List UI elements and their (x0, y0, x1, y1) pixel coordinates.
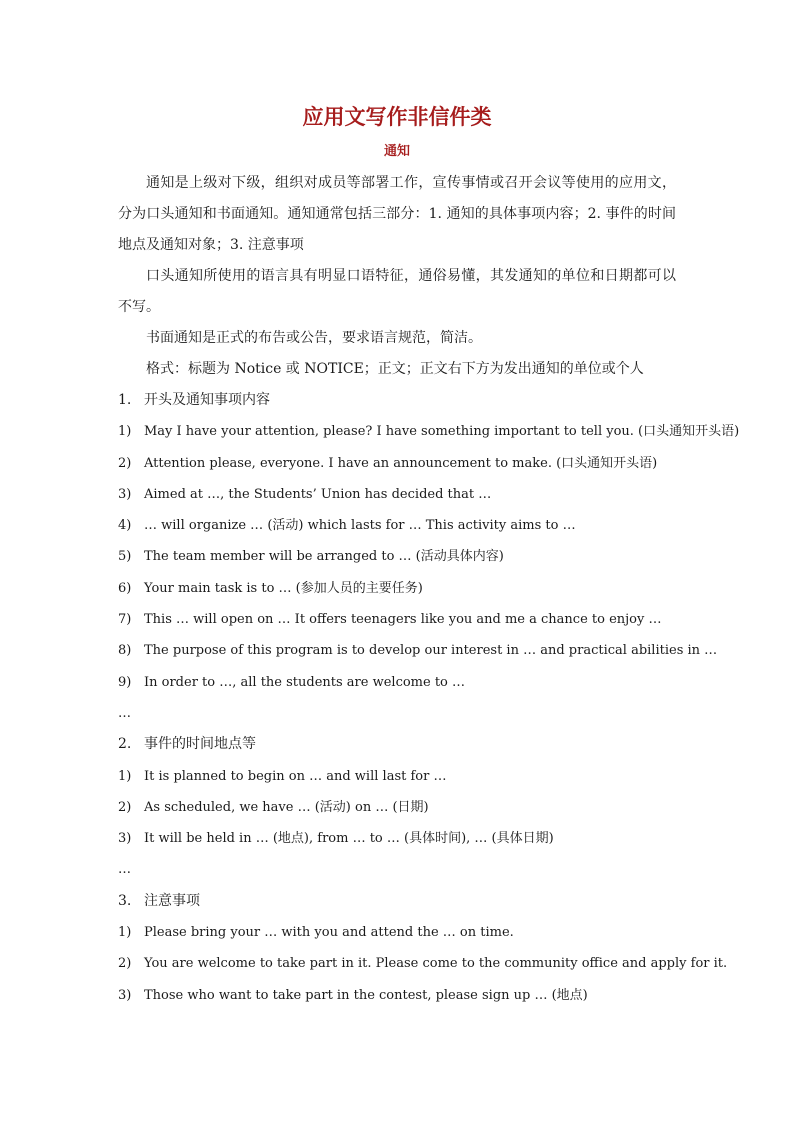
item-number: 3) (118, 987, 132, 1003)
section-number: 2. (118, 736, 132, 753)
section-title: 事件的时间地点等 (144, 736, 256, 753)
item-number: 2) (118, 455, 132, 471)
item-text: You are welcome to take part in it. Please come to the community office and apply for it. (144, 956, 728, 972)
section-3 (118, 886, 728, 1011)
item-number: 3) (118, 831, 132, 847)
item-text: … will organize … (活动) which lasts for … This activity aims to … (144, 518, 576, 534)
section-2 (118, 729, 676, 885)
item-number: 3) (118, 486, 132, 502)
item-number: 2) (118, 799, 132, 815)
item-text: Your main task is to … (参加人员的主要任务) (144, 580, 423, 596)
list-item (118, 948, 728, 979)
list-item (118, 448, 676, 479)
list-item (118, 541, 676, 572)
section-heading (118, 385, 676, 416)
section-title: 开头及通知事项内容 (144, 392, 270, 408)
list-item (118, 573, 676, 604)
item-text: It will be held in … (地点), from … to … (具体时间), … (具体日期) (144, 831, 554, 847)
list-item (118, 635, 718, 666)
intro-section (118, 168, 676, 385)
item-number: 8) (118, 643, 132, 659)
section-heading (118, 729, 676, 760)
list-item (118, 667, 676, 698)
item-number: 2) (118, 956, 132, 972)
item-text: The purpose of this program is to develop our interest in … and practical abilities in … (144, 643, 718, 659)
item-text: May I have your attention, please? I have something important to tell you. (口头通知开头语) (144, 424, 740, 440)
item-number: 1) (118, 768, 132, 784)
format-paragraph: 格式：标题为 Notice 或 NOTICE；正文；正文右下方为发出通知的单位或个人 (146, 361, 644, 377)
item-text: Aimed at …, the Students’ Union has decided that … (144, 486, 492, 502)
section-1 (118, 385, 740, 729)
item-text: This … will open on … It offers teenagers like you and me a chance to enjoy … (144, 612, 662, 628)
document-page (118, 100, 740, 1011)
item-number: 5) (118, 549, 132, 565)
document-subtitle: 通知 (383, 144, 410, 159)
section-title: 注意事项 (144, 892, 200, 909)
item-number: 4) (118, 518, 132, 534)
item-text: It is planned to begin on … and will last for … (144, 768, 447, 784)
section-ellipsis: … (118, 862, 131, 878)
intro-paragraph: 通知是上级对下级，组织对成员等部署工作，宣传事情或召开会议等使用的应用文，分为口头通知和书面通知。通知通常包括三部分：1. 通知的具体事项内容；2. 事件的时间地点及通知对象；3. 注意事项 (118, 175, 676, 253)
section-heading (118, 886, 676, 917)
item-text: In order to …, all the students are welcome to … (144, 674, 466, 690)
oral-notice-paragraph: 口头通知所使用的语言具有明显口语特征，通俗易懂，其发通知的单位和日期都可以不写。 (118, 268, 676, 315)
section-number: 1. (118, 392, 132, 408)
document-title: 应用文写作非信件类 (302, 104, 492, 129)
section-ellipsis: … (118, 705, 131, 721)
list-item (118, 479, 676, 510)
list-item (118, 917, 676, 948)
list-item (118, 604, 676, 635)
written-notice-paragraph: 书面通知是正式的布告或公告，要求语言规范，简洁。 (146, 330, 482, 346)
list-item (118, 761, 676, 792)
item-number: 9) (118, 674, 132, 690)
item-number: 6) (118, 580, 132, 596)
item-text: Those who want to take part in the contest, please sign up … (地点) (144, 987, 588, 1003)
item-text: Please bring your … with you and attend the … on time. (144, 925, 514, 941)
list-item (118, 823, 676, 854)
list-item (118, 980, 676, 1011)
item-number: 7) (118, 612, 132, 628)
item-text: The team member will be arranged to … (活动具体内容) (144, 549, 504, 565)
list-item (118, 510, 676, 541)
list-item (118, 416, 740, 447)
list-item (118, 792, 676, 823)
item-text: Attention please, everyone. I have an announcement to make. (口头通知开头语) (144, 455, 658, 471)
item-number: 1) (118, 424, 132, 440)
item-number: 1) (118, 925, 132, 941)
section-number: 3. (118, 892, 132, 909)
item-text: As scheduled, we have … (活动) on … (日期) (144, 799, 429, 815)
